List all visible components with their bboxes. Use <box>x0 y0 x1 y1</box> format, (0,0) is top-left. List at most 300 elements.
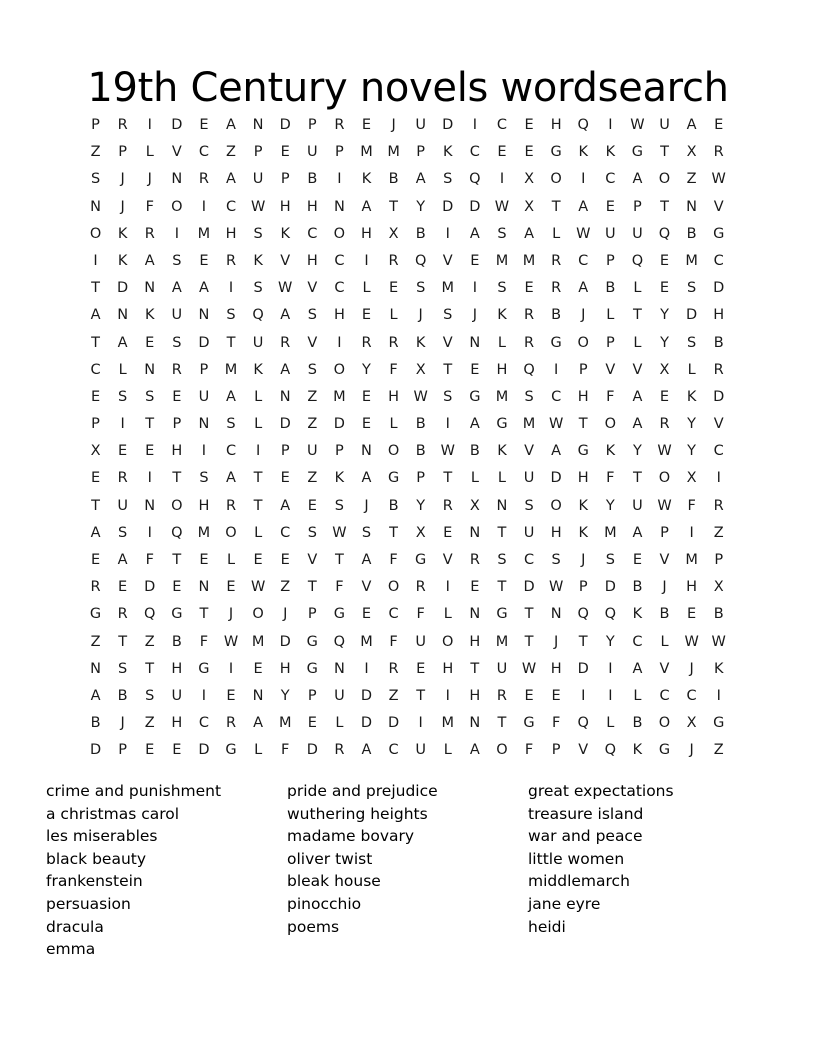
grid-cell[interactable]: S <box>497 225 507 242</box>
grid-cell[interactable]: U <box>171 687 183 704</box>
grid-cell[interactable]: E <box>443 524 453 541</box>
grid-cell[interactable]: S <box>443 388 453 405</box>
grid-cell[interactable]: E <box>145 334 155 351</box>
grid-cell[interactable]: C <box>659 687 670 704</box>
grid-cell[interactable]: T <box>443 470 453 487</box>
grid-cell[interactable]: N <box>171 171 183 188</box>
grid-cell[interactable]: T <box>660 144 669 161</box>
grid-cell[interactable]: W <box>223 633 239 650</box>
grid-cell[interactable]: E <box>524 687 534 704</box>
grid-cell[interactable]: Q <box>577 117 589 133</box>
grid-cell[interactable]: H <box>577 470 589 487</box>
grid-cell[interactable]: B <box>117 687 128 704</box>
grid-cell[interactable]: J <box>283 606 288 623</box>
grid-cell[interactable]: E <box>253 660 263 677</box>
word-list-item[interactable]: oliver twist <box>287 849 373 868</box>
grid-cell[interactable]: A <box>632 524 643 541</box>
grid-cell[interactable]: E <box>90 552 101 568</box>
grid-cell[interactable]: G <box>550 334 562 351</box>
grid-cell[interactable]: M <box>360 144 373 161</box>
grid-cell[interactable]: O <box>658 715 671 732</box>
grid-cell[interactable]: B <box>469 443 480 460</box>
grid-cell[interactable]: F <box>389 633 398 650</box>
grid-cell[interactable]: Y <box>687 443 697 460</box>
grid-cell[interactable]: M <box>441 715 455 732</box>
grid-cell[interactable]: J <box>418 307 423 324</box>
grid-cell[interactable]: N <box>333 198 345 215</box>
grid-cell[interactable]: A <box>280 307 291 324</box>
grid-cell[interactable]: J <box>391 117 396 133</box>
grid-cell[interactable]: A <box>198 280 209 297</box>
grid-cell[interactable]: O <box>225 524 237 541</box>
grid-cell[interactable]: K <box>334 470 345 487</box>
grid-cell[interactable]: C <box>713 252 724 269</box>
word-list-item[interactable]: black beauty <box>46 849 147 868</box>
grid-cell[interactable]: J <box>689 660 694 677</box>
grid-cell[interactable]: K <box>361 171 372 188</box>
grid-cell[interactable]: R <box>388 334 399 351</box>
grid-cell[interactable]: S <box>145 388 155 405</box>
grid-cell[interactable]: T <box>91 334 100 351</box>
grid-cell[interactable]: P <box>578 361 588 378</box>
grid-cell[interactable]: W <box>657 443 672 460</box>
grid-cell[interactable]: O <box>333 361 346 378</box>
grid-cell[interactable]: G <box>631 144 644 161</box>
grid-cell[interactable]: T <box>172 470 182 487</box>
grid-cell[interactable]: Q <box>523 361 535 378</box>
grid-cell[interactable]: B <box>388 497 399 514</box>
grid-cell[interactable]: K <box>280 225 290 242</box>
grid-cell[interactable]: E <box>145 742 155 759</box>
grid-cell[interactable]: J <box>147 171 152 188</box>
grid-cell[interactable]: K <box>117 225 128 242</box>
grid-cell[interactable]: V <box>442 552 453 568</box>
grid-cell[interactable]: V <box>442 252 453 269</box>
grid-cell[interactable]: W <box>413 388 428 405</box>
grid-cell[interactable]: A <box>361 470 372 487</box>
grid-cell[interactable]: F <box>606 470 615 487</box>
grid-cell[interactable]: O <box>252 606 264 623</box>
grid-cell[interactable]: H <box>686 579 698 596</box>
grid-cell[interactable]: B <box>415 416 426 433</box>
grid-cell[interactable]: P <box>714 552 724 568</box>
grid-cell[interactable]: B <box>632 579 643 596</box>
grid-cell[interactable]: R <box>117 606 128 623</box>
word-list-item[interactable]: little women <box>528 849 625 868</box>
grid-cell[interactable]: L <box>389 416 398 433</box>
grid-cell[interactable]: E <box>416 660 426 677</box>
grid-cell[interactable]: W <box>548 579 564 596</box>
grid-cell[interactable]: B <box>632 715 643 732</box>
grid-cell[interactable]: B <box>551 307 562 324</box>
grid-cell[interactable]: P <box>172 416 182 433</box>
grid-cell[interactable]: L <box>254 524 263 541</box>
grid-cell[interactable]: S <box>687 280 697 297</box>
grid-cell[interactable]: D <box>360 715 373 732</box>
word-list-item[interactable]: emma <box>46 940 96 959</box>
grid-cell[interactable]: K <box>605 144 616 161</box>
grid-cell[interactable]: I <box>201 687 207 704</box>
grid-cell[interactable]: R <box>551 252 562 269</box>
grid-cell[interactable]: P <box>307 606 317 623</box>
grid-cell[interactable]: M <box>522 416 536 433</box>
grid-cell[interactable]: H <box>577 388 589 405</box>
grid-cell[interactable]: H <box>713 307 725 324</box>
grid-cell[interactable]: G <box>415 552 427 568</box>
grid-cell[interactable]: B <box>415 225 426 242</box>
grid-cell[interactable]: U <box>415 742 426 759</box>
grid-cell[interactable]: K <box>253 361 263 378</box>
grid-cell[interactable]: R <box>90 579 101 596</box>
grid-cell[interactable]: Q <box>144 606 156 623</box>
grid-cell[interactable]: S <box>253 225 263 242</box>
grid-cell[interactable]: G <box>577 443 589 460</box>
grid-cell[interactable]: R <box>415 579 426 596</box>
grid-cell[interactable]: R <box>713 144 724 161</box>
grid-cell[interactable]: W <box>548 416 564 433</box>
grid-cell[interactable]: D <box>279 633 291 650</box>
grid-cell[interactable]: T <box>172 552 182 568</box>
grid-cell[interactable]: L <box>470 470 479 487</box>
grid-cell[interactable]: I <box>93 252 98 269</box>
grid-cell[interactable]: L <box>254 742 263 759</box>
grid-cell[interactable]: I <box>716 687 721 704</box>
word-list-item[interactable]: pinocchio <box>287 894 362 913</box>
grid-cell[interactable]: A <box>90 307 101 324</box>
grid-cell[interactable]: I <box>418 715 423 732</box>
grid-cell[interactable]: D <box>577 660 589 677</box>
grid-cell[interactable]: N <box>361 443 372 460</box>
grid-cell[interactable]: P <box>551 742 561 759</box>
grid-cell[interactable]: K <box>117 252 128 269</box>
grid-cell[interactable]: R <box>225 715 237 732</box>
grid-cell[interactable]: R <box>713 361 724 378</box>
grid-cell[interactable]: H <box>171 443 183 460</box>
grid-cell[interactable]: C <box>388 606 399 623</box>
grid-cell[interactable]: E <box>145 443 155 460</box>
grid-cell[interactable]: E <box>605 198 615 215</box>
grid-cell[interactable]: E <box>280 552 290 568</box>
grid-cell[interactable]: R <box>117 117 128 133</box>
grid-cell[interactable]: J <box>120 171 125 188</box>
grid-cell[interactable]: D <box>89 742 102 759</box>
grid-cell[interactable]: E <box>307 715 317 732</box>
grid-cell[interactable]: I <box>716 470 721 487</box>
grid-cell[interactable]: N <box>469 606 481 623</box>
grid-cell[interactable]: Z <box>226 144 236 161</box>
grid-cell[interactable]: Q <box>577 606 589 623</box>
grid-cell[interactable]: J <box>120 715 125 732</box>
grid-cell[interactable]: G <box>658 742 671 759</box>
grid-cell[interactable]: G <box>306 660 318 677</box>
grid-cell[interactable]: I <box>201 198 207 215</box>
word-list-item[interactable]: great expectations <box>528 782 674 800</box>
grid-cell[interactable]: E <box>226 579 236 596</box>
grid-cell[interactable]: E <box>470 361 480 378</box>
grid-cell[interactable]: P <box>605 252 615 269</box>
grid-cell[interactable]: Q <box>658 225 671 242</box>
grid-cell[interactable]: T <box>551 198 561 215</box>
grid-cell[interactable]: I <box>364 660 369 677</box>
grid-cell[interactable]: W <box>711 633 726 650</box>
grid-cell[interactable]: A <box>171 280 182 297</box>
grid-cell[interactable]: S <box>118 388 128 405</box>
grid-cell[interactable]: D <box>198 334 210 351</box>
grid-cell[interactable]: C <box>334 280 345 297</box>
grid-cell[interactable]: G <box>550 144 562 161</box>
grid-cell[interactable]: D <box>117 280 129 297</box>
grid-cell[interactable]: A <box>280 361 291 378</box>
grid-cell[interactable]: H <box>550 524 562 541</box>
grid-cell[interactable]: A <box>632 416 643 433</box>
grid-cell[interactable]: E <box>687 606 697 623</box>
word-list-item[interactable]: jane eyre <box>528 894 601 913</box>
grid-cell[interactable]: K <box>605 443 616 460</box>
grid-cell[interactable]: D <box>686 307 698 324</box>
grid-cell[interactable]: D <box>604 579 616 596</box>
grid-cell[interactable]: L <box>660 633 669 650</box>
grid-cell[interactable]: O <box>89 225 102 242</box>
grid-cell[interactable]: H <box>388 388 400 405</box>
grid-cell[interactable]: P <box>605 334 615 351</box>
grid-cell[interactable]: M <box>360 633 373 650</box>
grid-cell[interactable]: I <box>554 361 559 378</box>
grid-cell[interactable]: A <box>226 388 236 405</box>
grid-cell[interactable]: N <box>144 361 156 378</box>
grid-cell[interactable]: D <box>442 198 454 215</box>
grid-cell[interactable]: S <box>524 497 534 514</box>
grid-cell[interactable]: L <box>552 225 561 242</box>
grid-cell[interactable]: R <box>442 497 453 514</box>
grid-cell[interactable]: L <box>443 606 452 623</box>
grid-cell[interactable]: O <box>171 497 183 514</box>
grid-cell[interactable]: R <box>225 252 237 269</box>
grid-cell[interactable]: T <box>524 606 534 623</box>
grid-cell[interactable]: E <box>497 144 507 161</box>
grid-cell[interactable]: R <box>334 742 345 759</box>
word-list-item[interactable]: middlemarch <box>528 872 630 891</box>
grid-cell[interactable]: O <box>442 633 454 650</box>
grid-cell[interactable]: B <box>713 606 724 623</box>
grid-cell[interactable]: T <box>470 660 480 677</box>
grid-cell[interactable]: B <box>388 171 399 188</box>
grid-cell[interactable]: P <box>307 117 317 133</box>
word-list-item[interactable]: treasure island <box>528 804 644 823</box>
grid-cell[interactable]: D <box>279 416 291 433</box>
grid-cell[interactable]: I <box>228 660 234 677</box>
grid-cell[interactable]: B <box>713 334 724 351</box>
grid-cell[interactable]: E <box>199 552 209 568</box>
grid-cell[interactable]: W <box>630 117 645 133</box>
grid-cell[interactable]: U <box>306 144 318 161</box>
grid-cell[interactable]: I <box>608 660 613 677</box>
grid-cell[interactable]: U <box>659 117 670 133</box>
grid-cell[interactable]: C <box>225 443 237 460</box>
grid-cell[interactable]: N <box>90 198 101 215</box>
grid-cell[interactable]: O <box>577 334 589 351</box>
grid-cell[interactable]: I <box>337 334 342 351</box>
grid-cell[interactable]: B <box>659 606 670 623</box>
grid-cell[interactable]: T <box>91 280 100 297</box>
grid-cell[interactable]: C <box>713 443 724 460</box>
grid-cell[interactable]: C <box>307 225 318 242</box>
grid-cell[interactable]: M <box>495 633 509 650</box>
grid-cell[interactable]: P <box>118 144 128 161</box>
grid-cell[interactable]: T <box>660 198 669 215</box>
grid-cell[interactable]: V <box>307 280 318 297</box>
grid-cell[interactable]: Y <box>660 334 669 351</box>
grid-cell[interactable]: K <box>713 660 724 677</box>
grid-cell[interactable]: Q <box>414 252 427 269</box>
grid-cell[interactable]: Q <box>604 606 617 623</box>
grid-cell[interactable]: E <box>253 552 263 568</box>
grid-cell[interactable]: O <box>550 171 562 188</box>
grid-cell[interactable]: S <box>172 334 182 351</box>
grid-cell[interactable]: J <box>228 606 234 623</box>
grid-cell[interactable]: E <box>524 144 534 161</box>
grid-cell[interactable]: O <box>333 225 346 242</box>
word-list-item[interactable]: a christmas carol <box>46 804 180 823</box>
grid-cell[interactable]: N <box>198 579 210 596</box>
grid-cell[interactable]: Z <box>280 579 291 596</box>
grid-cell[interactable]: S <box>118 660 128 677</box>
grid-cell[interactable]: A <box>226 171 236 188</box>
grid-cell[interactable]: J <box>554 633 559 650</box>
grid-cell[interactable]: A <box>226 117 236 133</box>
grid-cell[interactable]: N <box>550 606 562 623</box>
grid-cell[interactable]: Y <box>362 361 371 378</box>
grid-cell[interactable]: E <box>659 388 670 405</box>
grid-cell[interactable]: D <box>442 117 454 133</box>
grid-cell[interactable]: S <box>605 552 615 568</box>
grid-cell[interactable]: H <box>550 117 562 133</box>
grid-cell[interactable]: E <box>226 687 236 704</box>
grid-cell[interactable]: D <box>523 579 535 596</box>
grid-cell[interactable]: N <box>279 388 291 405</box>
grid-cell[interactable]: C <box>90 361 101 378</box>
grid-cell[interactable]: P <box>416 470 426 487</box>
grid-cell[interactable]: T <box>497 715 507 732</box>
grid-cell[interactable]: H <box>442 660 454 677</box>
grid-cell[interactable]: A <box>253 715 264 732</box>
grid-cell[interactable]: H <box>225 225 237 242</box>
grid-cell[interactable]: Y <box>416 198 426 215</box>
grid-cell[interactable]: G <box>713 715 725 732</box>
grid-cell[interactable]: M <box>522 252 536 269</box>
grid-cell[interactable]: C <box>198 144 209 161</box>
grid-cell[interactable]: S <box>497 280 507 297</box>
grid-cell[interactable]: U <box>252 171 264 188</box>
grid-cell[interactable]: K <box>578 144 588 161</box>
grid-cell[interactable]: E <box>172 742 182 759</box>
grid-cell[interactable]: Z <box>388 687 399 704</box>
grid-cell[interactable]: F <box>389 552 398 568</box>
grid-cell[interactable]: F <box>145 198 154 215</box>
grid-cell[interactable]: Y <box>660 307 669 324</box>
grid-cell[interactable]: E <box>361 606 372 623</box>
grid-cell[interactable]: M <box>278 715 292 732</box>
grid-cell[interactable]: N <box>117 307 129 324</box>
grid-cell[interactable]: E <box>551 687 561 704</box>
grid-cell[interactable]: T <box>578 416 588 433</box>
grid-cell[interactable]: B <box>307 171 318 188</box>
grid-cell[interactable]: D <box>469 198 481 215</box>
grid-cell[interactable]: S <box>199 470 209 487</box>
grid-cell[interactable]: K <box>578 524 588 541</box>
grid-cell[interactable]: M <box>197 524 211 541</box>
grid-cell[interactable]: P <box>280 171 290 188</box>
grid-cell[interactable]: N <box>90 660 101 677</box>
word-list-item[interactable]: crime and punishment <box>46 782 222 800</box>
grid-cell[interactable]: O <box>496 742 508 759</box>
grid-cell[interactable]: Y <box>605 497 615 514</box>
grid-cell[interactable]: D <box>306 742 318 759</box>
grid-cell[interactable]: E <box>280 144 290 161</box>
grid-cell[interactable]: L <box>389 307 398 324</box>
grid-cell[interactable]: T <box>632 470 642 487</box>
grid-cell[interactable]: T <box>389 198 398 215</box>
grid-cell[interactable]: U <box>415 633 426 650</box>
word-list-item[interactable]: bleak house <box>287 872 381 891</box>
grid-cell[interactable]: I <box>499 171 505 188</box>
grid-cell[interactable]: S <box>551 552 561 568</box>
grid-cell[interactable]: G <box>496 606 508 623</box>
grid-cell[interactable]: Q <box>469 171 481 188</box>
grid-cell[interactable]: E <box>90 470 101 487</box>
grid-cell[interactable]: P <box>633 198 642 215</box>
grid-cell[interactable]: P <box>91 117 100 133</box>
word-list-item[interactable]: les miserables <box>46 827 158 846</box>
grid-cell[interactable]: K <box>578 497 588 514</box>
grid-cell[interactable]: I <box>608 687 613 704</box>
grid-cell[interactable]: H <box>198 497 210 514</box>
grid-cell[interactable]: D <box>550 470 562 487</box>
grid-cell[interactable]: A <box>469 225 480 242</box>
grid-cell[interactable]: P <box>280 443 290 460</box>
grid-cell[interactable]: J <box>364 497 369 514</box>
grid-cell[interactable]: X <box>686 715 697 732</box>
grid-cell[interactable]: V <box>307 334 318 351</box>
grid-cell[interactable]: A <box>632 660 643 677</box>
grid-cell[interactable]: D <box>713 388 725 405</box>
grid-cell[interactable]: S <box>334 497 344 514</box>
grid-cell[interactable]: E <box>361 307 372 324</box>
grid-cell[interactable]: Z <box>90 144 101 161</box>
grid-cell[interactable]: F <box>416 606 425 623</box>
grid-cell[interactable]: A <box>90 524 101 541</box>
grid-cell[interactable]: T <box>632 307 642 324</box>
grid-cell[interactable]: K <box>253 252 263 269</box>
grid-cell[interactable]: P <box>118 742 128 759</box>
grid-cell[interactable]: O <box>171 198 183 215</box>
grid-cell[interactable]: Z <box>144 715 155 732</box>
grid-cell[interactable]: A <box>632 388 643 405</box>
grid-cell[interactable]: X <box>469 497 480 514</box>
grid-cell[interactable]: T <box>253 470 263 487</box>
grid-cell[interactable]: A <box>551 443 562 460</box>
grid-cell[interactable]: K <box>415 334 426 351</box>
grid-cell[interactable]: Y <box>687 416 697 433</box>
grid-cell[interactable]: S <box>687 334 697 351</box>
grid-cell[interactable]: Z <box>307 416 318 433</box>
grid-cell[interactable]: M <box>495 252 509 269</box>
grid-cell[interactable]: J <box>581 307 586 324</box>
grid-cell[interactable]: H <box>171 660 183 677</box>
grid-cell[interactable]: X <box>659 361 670 378</box>
grid-cell[interactable]: S <box>172 252 182 269</box>
grid-cell[interactable]: H <box>496 361 508 378</box>
grid-cell[interactable]: N <box>469 715 481 732</box>
